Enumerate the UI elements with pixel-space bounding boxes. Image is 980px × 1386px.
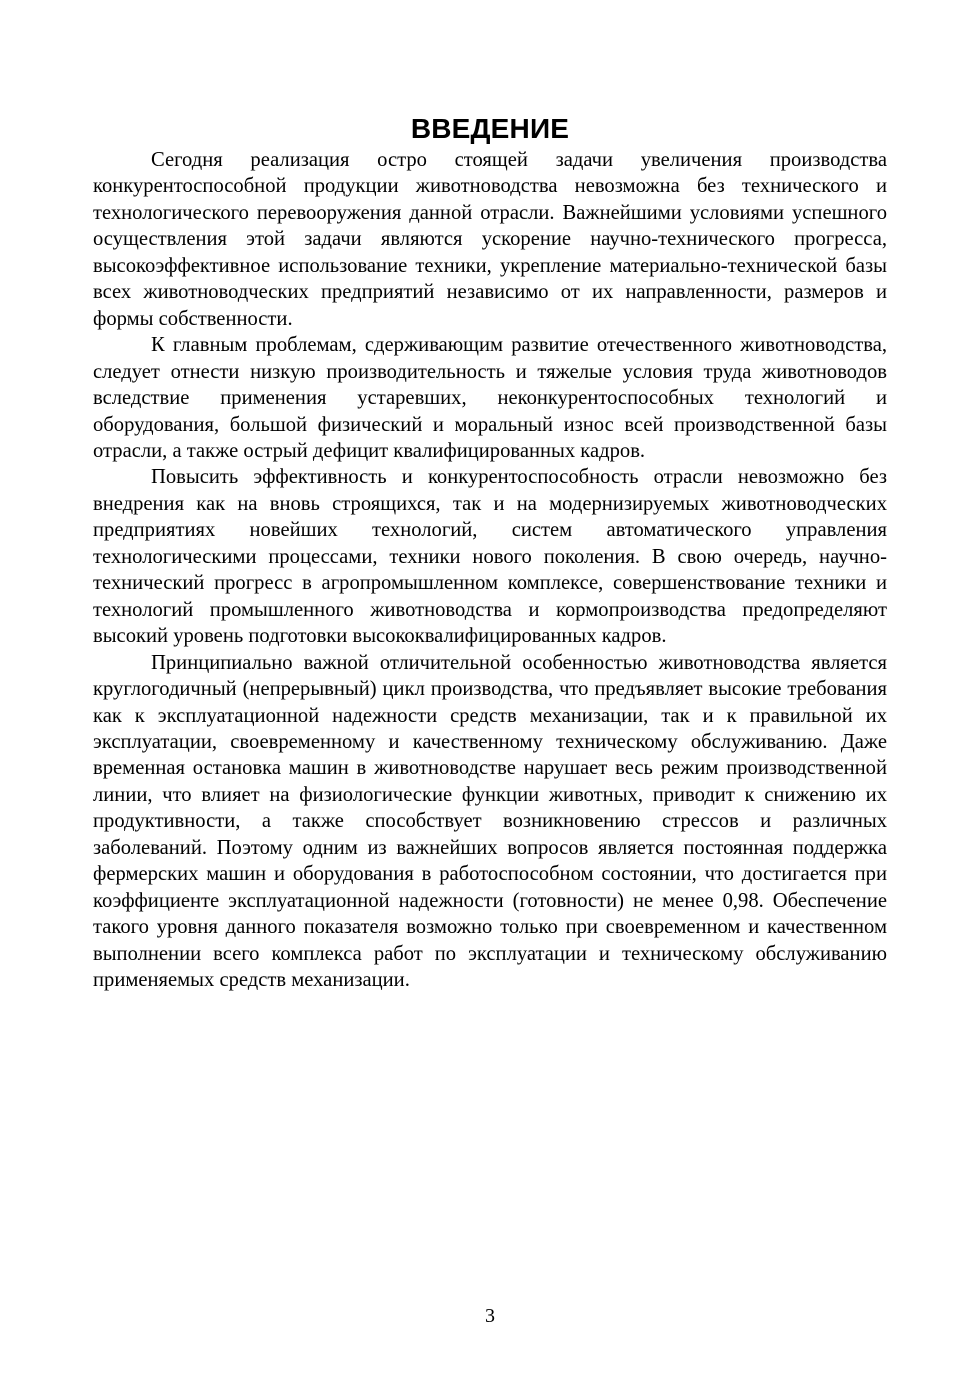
paragraph-4: Принципиально важной отличительной особенностью животноводства является круглогодичный (непрерывный) цикл производства, что предъявляет высокие требования как к эксплуатационной надежности средств механизации, так и к правильной их эксплуатации, своевременному и качественному техническому обслуживанию. Даже временная остановка машин в животноводстве нарушает весь режим производственной линии, что влияет на физиологические функции животных, приводит к снижению их продуктивности, а также способствует возникновению стрессов и различных заболеваний. Поэтому одним из важнейших вопросов является постоянная поддержка фермерских машин и оборудования в работоспособном состоянии, что достигается при коэффициенте эксплуатационной надежности (готовности) не менее 0,98. Обеспечение такого уровня данного показателя возможно только при своевременном и качественном выполнении всего комплекса работ по эксплуатации и техническому обслуживанию применяемых средств механизации. [93, 651, 887, 992]
page-number: 3 [485, 1305, 495, 1327]
page-title: ВВЕДЕНИЕ [410, 112, 570, 144]
paragraph-2: К главным проблемам, сдерживающим развитие отечественного животноводства, следует отнести низкую производительность и тяжелые условия труда животноводов вследствие применения устаревших, неконкурентоспособных технологий и оборудования, большой физический и моральный износ всей производственной базы отрасли, а также острый дефицит квалифицированных кадров. [93, 334, 887, 462]
paragraph-3: Повысить эффективность и конкурентоспособность отрасли невозможно без внедрения как на вновь строящихся, так и на модернизируемых животноводческих предприятиях новейших технологий, систем автоматического управления технологическими процессами, техники нового поколения. В свою очередь, научно-технический прогресс в агропромышленном комплексе, совершенствование техники и технологий промышленного животноводства и кормопроизводства предопределяют высокий уровень подготовки высококвалифицированных кадров. [93, 466, 887, 648]
body-text [93, 147, 887, 994]
paragraph-1: Сегодня реализация остро стоящей задачи увеличения производства конкурентоспособной продукции животноводства невозможна без технического и технологического перевооружения данной отрасли. Важнейшими условиями успешного осуществления этой задачи являются ускорение научно-технического прогресса, высокоэффективное использование техники, укрепление материально-технической базы всех животноводческих предприятий независимо от их направленности, размеров и формы собственности. [93, 149, 887, 330]
